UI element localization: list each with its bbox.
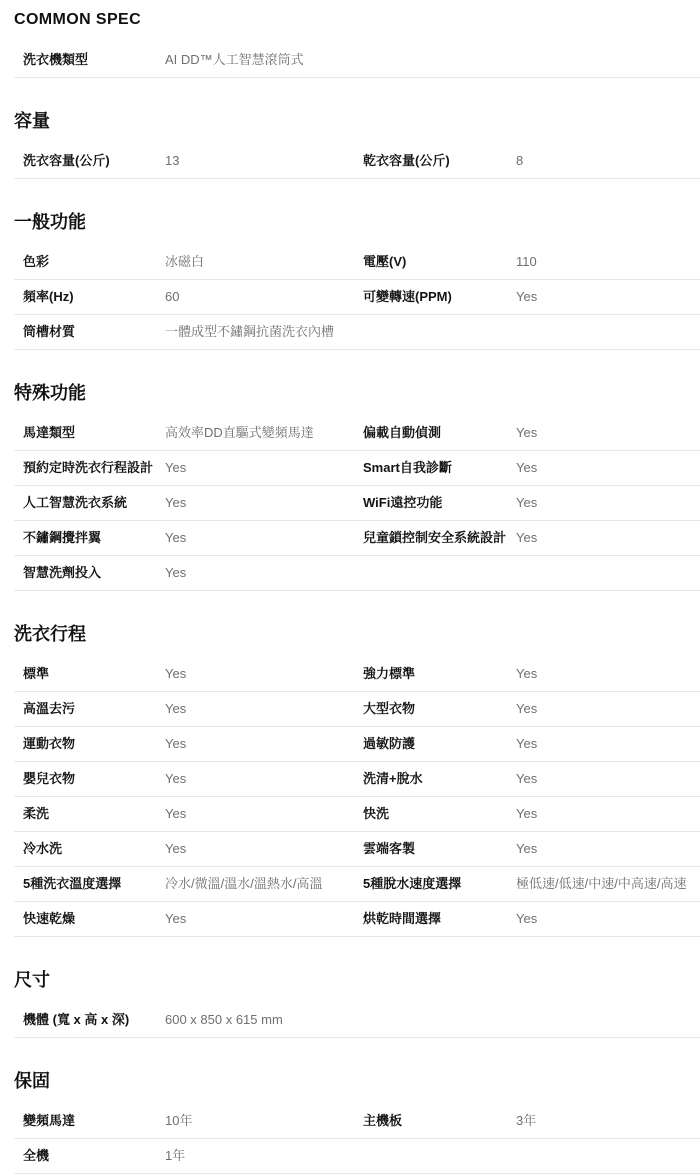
spec-section <box>14 970 700 1038</box>
page-title: COMMON SPEC <box>14 11 142 28</box>
spec-label-left: 機體 (寬 x 高 x 深) <box>23 1012 130 1027</box>
spec-label-left: 洗衣容量(公斤) <box>23 153 110 168</box>
spec-value-left: 13 <box>165 153 180 168</box>
spec-label-right: 乾衣容量(公斤) <box>363 153 450 168</box>
section-rows <box>14 245 700 350</box>
spec-row <box>14 867 700 902</box>
spec-value-right: Yes <box>516 806 538 821</box>
section-title: 一般功能 <box>14 212 86 232</box>
spec-row <box>14 315 700 350</box>
spec-label-right: 洗清+脫水 <box>363 771 423 786</box>
spec-label-right: 可變轉速(PPM) <box>363 289 452 304</box>
spec-row <box>14 144 700 179</box>
spec-label-left: 冷水洗 <box>23 841 63 856</box>
spec-row <box>14 451 700 486</box>
spec-label-left: 筒槽材質 <box>23 324 76 339</box>
spec-label-left: 色彩 <box>23 254 50 269</box>
spec-row <box>14 902 700 937</box>
spec-label-right: WiFi遠控功能 <box>363 495 443 510</box>
spec-label-right: 5種脫水速度選擇 <box>363 876 462 891</box>
spec-value-right: Yes <box>516 666 538 681</box>
spec-label-left: 不鏽鋼攪拌翼 <box>23 530 102 545</box>
spec-label-left: 預約定時洗衣行程設計 <box>23 460 154 475</box>
spec-value-left: Yes <box>165 806 187 821</box>
section-rows <box>14 657 700 937</box>
spec-section <box>14 43 700 78</box>
spec-row <box>14 556 700 591</box>
spec-value-right: 110 <box>516 254 537 269</box>
spec-label-left: 運動衣物 <box>23 736 76 751</box>
section-title: 容量 <box>14 111 50 131</box>
section-rows <box>14 144 700 179</box>
spec-row <box>14 762 700 797</box>
spec-value-right: 極低速/低速/中速/中高速/高速 <box>516 876 687 891</box>
spec-value-left: Yes <box>165 841 187 856</box>
spec-value-right: Yes <box>516 495 538 510</box>
section-title: 保固 <box>14 1071 50 1091</box>
spec-value-right: 3年 <box>516 1113 537 1128</box>
spec-value-right: Yes <box>516 530 538 545</box>
spec-value-left: Yes <box>165 701 187 716</box>
spec-section <box>14 1071 700 1174</box>
spec-value-right: Yes <box>516 736 538 751</box>
section-rows <box>14 1003 700 1038</box>
spec-value-right: Yes <box>516 425 538 440</box>
spec-value-right: Yes <box>516 289 538 304</box>
spec-value-right: Yes <box>516 771 538 786</box>
spec-label-left: 快速乾燥 <box>23 911 76 926</box>
spec-label-right: 偏載自動偵測 <box>363 425 442 440</box>
section-title: 尺寸 <box>14 970 50 990</box>
spec-section <box>14 624 700 937</box>
spec-value-left: Yes <box>165 530 187 545</box>
spec-row <box>14 43 700 78</box>
spec-value-left: 1年 <box>165 1148 186 1163</box>
spec-label-right: 雲端客製 <box>363 841 416 856</box>
spec-label-left: 人工智慧洗衣系統 <box>23 495 128 510</box>
section-title: 特殊功能 <box>14 383 86 403</box>
spec-value-right: Yes <box>516 841 538 856</box>
spec-value-left: 一體成型不鏽鋼抗菌洗衣內槽 <box>165 324 335 339</box>
spec-row <box>14 1003 700 1038</box>
spec-row <box>14 245 700 280</box>
spec-value-left: 冷水/微溫/溫水/溫熱水/高溫 <box>165 876 323 891</box>
spec-row <box>14 797 700 832</box>
spec-label-right: 強力標準 <box>363 666 416 681</box>
spec-label-left: 標準 <box>23 666 50 681</box>
spec-row <box>14 727 700 762</box>
spec-label-right: Smart自我診斷 <box>363 460 452 475</box>
spec-value-left: Yes <box>165 495 187 510</box>
spec-label-left: 智慧洗劑投入 <box>23 565 102 580</box>
spec-label-left: 5種洗衣溫度選擇 <box>23 876 122 891</box>
spec-label-right: 大型衣物 <box>363 701 416 716</box>
spec-value-left: 10年 <box>165 1113 193 1128</box>
spec-row <box>14 1139 700 1174</box>
spec-section <box>14 383 700 591</box>
spec-label-left: 嬰兒衣物 <box>23 771 76 786</box>
spec-value-right: Yes <box>516 460 538 475</box>
spec-value-left: Yes <box>165 565 187 580</box>
spec-value-right: Yes <box>516 911 538 926</box>
section-title: 洗衣行程 <box>14 624 86 644</box>
spec-sections <box>14 43 700 1174</box>
spec-row <box>14 657 700 692</box>
spec-value-left: Yes <box>165 460 187 475</box>
spec-row <box>14 832 700 867</box>
spec-label-left: 馬達類型 <box>23 425 76 440</box>
section-rows <box>14 1104 700 1174</box>
spec-value-left: Yes <box>165 666 187 681</box>
spec-value-right: 8 <box>516 153 524 168</box>
spec-label-right: 快洗 <box>363 806 390 821</box>
spec-section <box>14 212 700 350</box>
spec-value-left: Yes <box>165 771 187 786</box>
spec-row <box>14 280 700 315</box>
spec-label-left: 洗衣機類型 <box>23 52 89 67</box>
spec-value-left: 高效率DD直驅式變頻馬達 <box>165 425 314 440</box>
section-rows <box>14 43 700 78</box>
spec-label-right: 過敏防護 <box>363 736 416 751</box>
spec-label-right: 主機板 <box>363 1113 403 1128</box>
spec-label-right: 兒童鎖控制安全系統設計 <box>363 530 507 545</box>
spec-row <box>14 692 700 727</box>
spec-value-right: Yes <box>516 701 538 716</box>
spec-label-right: 烘乾時間選擇 <box>363 911 442 926</box>
spec-section <box>14 111 700 179</box>
spec-label-left: 變頻馬達 <box>23 1113 76 1128</box>
spec-value-left: 冰磁白 <box>165 254 205 269</box>
spec-label-left: 柔洗 <box>23 806 50 821</box>
spec-value-left: 60 <box>165 289 180 304</box>
spec-row <box>14 521 700 556</box>
spec-value-left: 600 x 850 x 615 mm <box>165 1012 283 1027</box>
spec-label-left: 高溫去污 <box>23 701 76 716</box>
spec-row <box>14 1104 700 1139</box>
spec-value-left: AI DD™人工智慧滾筒式 <box>165 52 304 67</box>
spec-value-left: Yes <box>165 911 187 926</box>
section-rows <box>14 416 700 591</box>
spec-row <box>14 486 700 521</box>
spec-value-left: Yes <box>165 736 187 751</box>
spec-row <box>14 416 700 451</box>
spec-label-left: 全機 <box>23 1148 50 1163</box>
spec-label-left: 頻率(Hz) <box>23 289 74 304</box>
spec-label-right: 電壓(V) <box>363 254 407 269</box>
